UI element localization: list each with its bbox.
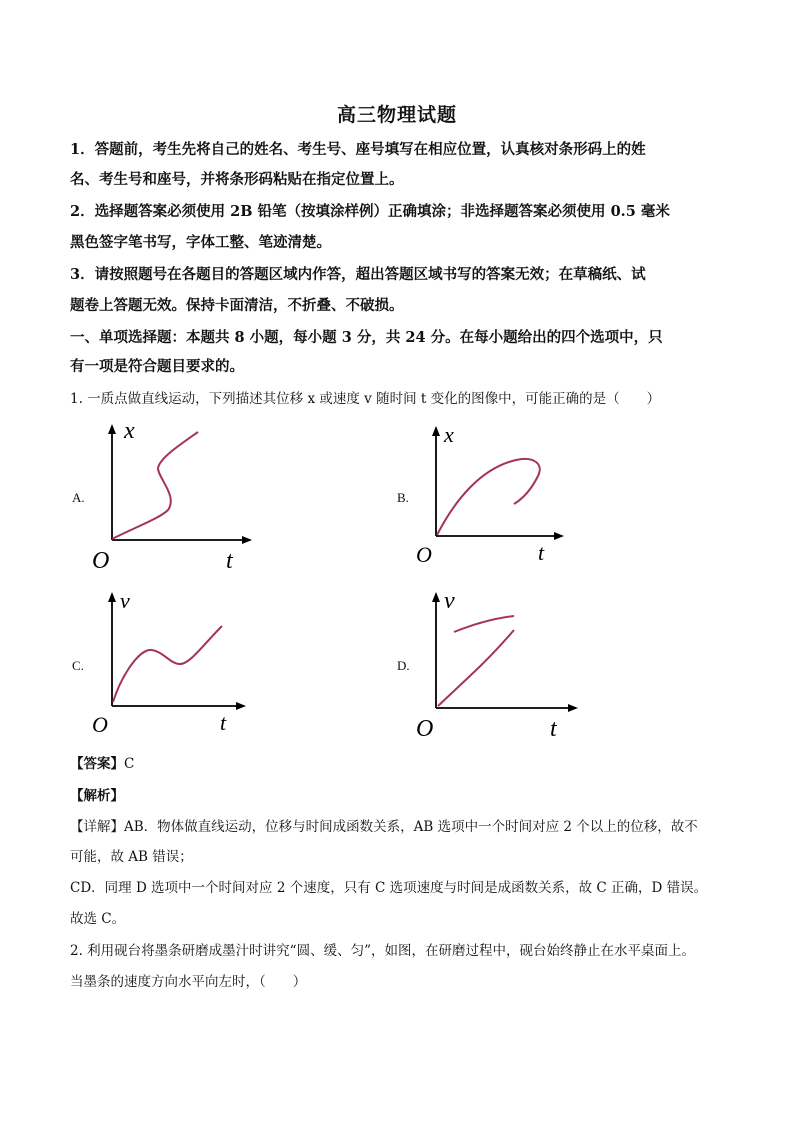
x-axis-label: t <box>538 540 545 565</box>
answer-value: C <box>124 756 135 772</box>
instruction-line: 黑色签字笔书写，字体工整、笔迹清楚。 <box>70 234 331 251</box>
graph-c <box>88 588 268 748</box>
x-axis-label: t <box>226 548 233 574</box>
option-d-label: D. <box>397 658 410 673</box>
instruction-line: 3．请按照题号在各题目的答题区域内作答，超出答题区域书写的答案无效；在草稿纸、试 <box>70 266 646 283</box>
page-title: 高三物理试题 <box>336 104 457 126</box>
section-heading: 一、单项选择题：本题共 8 小题，每小题 3 分，共 24 分。在每小题给出的四个选项中，只 <box>70 329 663 346</box>
section-heading: 有一项是符合题目要求的。 <box>70 358 244 375</box>
question-1-stem: 1. 一质点做直线运动，下列描述其位移 x 或速度 v 随时间 t 变化的图像中，可能正确的是（ ） <box>70 391 661 407</box>
curve <box>113 626 222 702</box>
explanation-line: 可能，故 AB 错误； <box>70 849 193 865</box>
option-b-label: B. <box>397 490 409 505</box>
option-c-label: C. <box>72 658 84 673</box>
question-2-stem: 2. 利用砚台将墨条研磨成墨汁时讲究“圆、缓、匀”，如图，在研磨过程中，砚台始终静止在水平桌面上。 <box>70 943 695 959</box>
curve <box>437 459 540 535</box>
instruction-line: 2．选择题答案必须使用 2B 铅笔（按填涂样例）正确填涂；非选择题答案必须使用 0.5 毫米 <box>70 203 670 220</box>
origin-label: O <box>92 712 108 737</box>
option-a-label: A. <box>72 490 85 505</box>
x-axis-label: t <box>220 710 227 735</box>
y-axis-label: x <box>124 418 135 444</box>
instruction-line: 题卷上答题无效。保持卡面清洁，不折叠、不破损。 <box>70 297 404 314</box>
y-axis-label: x <box>444 422 454 447</box>
origin-label: O <box>416 542 432 567</box>
explanation-line: 【详解】AB．物体做直线运动，位移与时间成函数关系，AB 选项中一个时间对应 2 个以上的位移，故不 <box>70 819 698 835</box>
question-2-stem: 当墨条的速度方向水平向左时，（ ） <box>70 974 307 990</box>
curve <box>454 616 514 632</box>
graph-b <box>412 418 592 578</box>
y-axis-label: v <box>120 588 130 613</box>
y-axis-label: v <box>444 588 455 614</box>
explanation-line: CD．同理 D 选项中一个时间对应 2 个速度，只有 C 选项速度与时间是成函数关系，故 C 正确，D 错误。 <box>70 880 708 896</box>
answer-tag: 【答案】 <box>70 756 124 772</box>
origin-label: O <box>416 716 434 742</box>
detail-tag: 【详解】 <box>70 819 124 835</box>
answer-line <box>70 754 730 774</box>
x-axis-label: t <box>550 716 557 742</box>
graph-a <box>88 418 268 578</box>
graph-d <box>412 586 592 748</box>
instruction-line: 1．答题前，考生先将自己的姓名、考生号、座号填写在相应位置，认真核对条形码上的姓 <box>70 141 646 158</box>
instruction-line: 名、考生号和座号，并将条形码粘贴在指定位置上。 <box>70 171 404 188</box>
analysis-tag: 【解析】 <box>70 788 124 804</box>
curve <box>112 432 198 539</box>
origin-label: O <box>92 548 110 574</box>
explanation-line: 故选 C。 <box>70 911 126 927</box>
curve <box>438 630 514 706</box>
